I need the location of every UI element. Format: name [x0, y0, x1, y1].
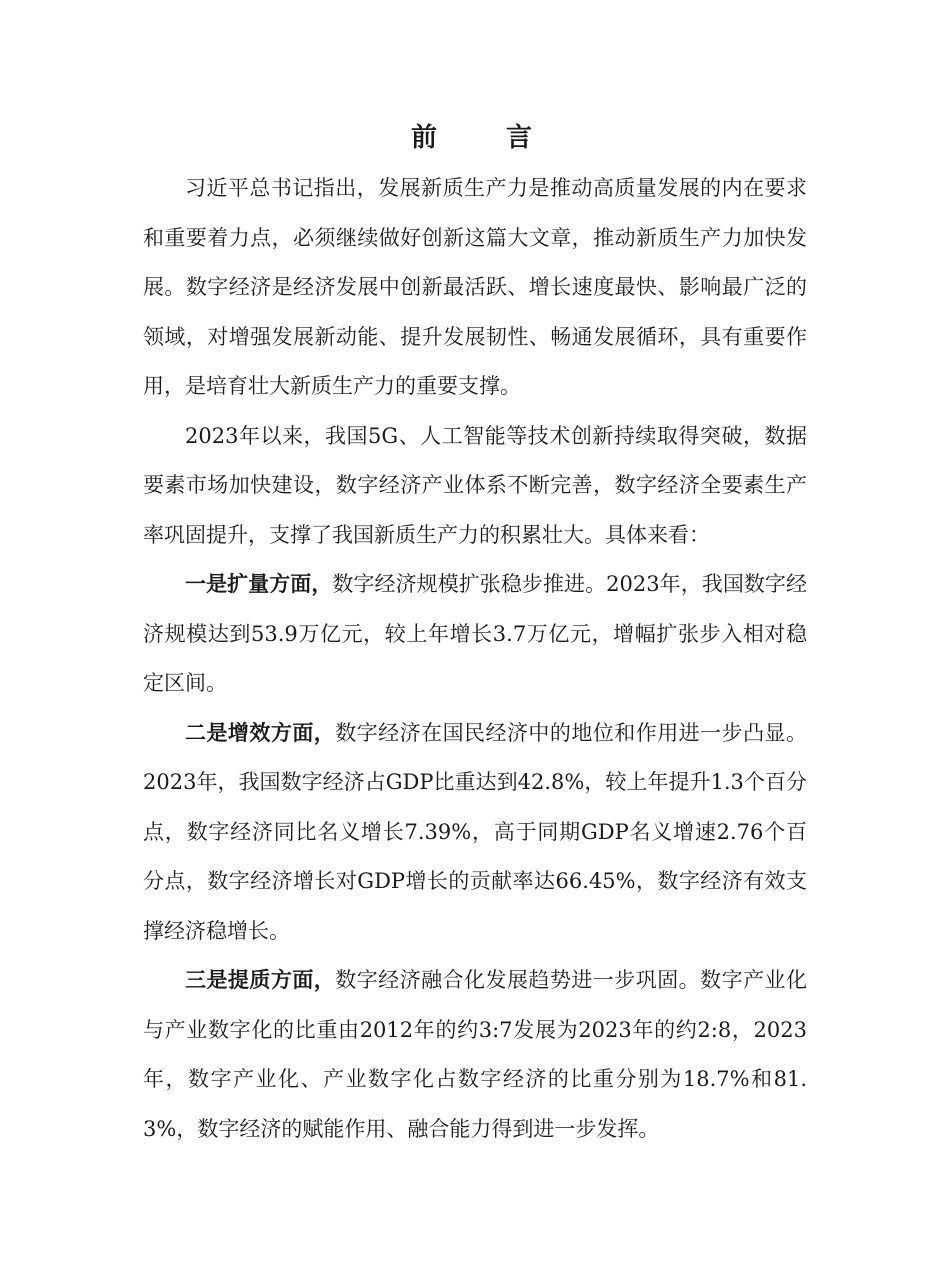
paragraph-overview — [143, 412, 807, 561]
paragraph-lead: 一是扩量方面， — [185, 572, 333, 596]
paragraph-efficiency — [143, 709, 807, 957]
paragraph-lead: 二是增效方面， — [185, 720, 336, 745]
paragraph-text: 习近平总书记指出，发展新质生产力是推动高质量发展的内在要求和重要着力点，必须继续做好创新这篇大文章，推动新质生产力加快发展。数字经济是经济发展中创新最活跃、增长速度最快、影响最广泛的领域，对增强发展新动能、提升发展韧性、畅通发展循环，具有重要作用，是培育壮大新质生产力的重要支撑。 — [143, 176, 807, 398]
page-title: 前 言 — [410, 123, 563, 153]
paragraph-lead: 三是提质方面， — [185, 968, 336, 992]
paragraph-text: 数字经济融合化发展趋势进一步巩固。数字产业化与产业数字化的比重由2012年的约3:7发展为2023年的约2:8，2023年，数字产业化、产业数字化占数字经济的比重分别为18.7%和81.3%，数字经济的赋能作用、融合能力得到进一步发挥。 — [143, 968, 807, 1141]
document-body — [143, 164, 807, 1154]
paragraph-text: 2023年以来，我国5G、人工智能等技术创新持续取得突破，数据要素市场加快建设，数字经济产业体系不断完善，数字经济全要素生产率巩固提升，支撑了我国新质生产力的积累壮大。具体来看： — [143, 423, 807, 547]
paragraph-text: 数字经济在国民经济中的地位和作用进一步凸显。2023年，我国数字经济占GDP比重达到42.8%，较上年提升1.3个百分点，数字经济同比名义增长7.39%，高于同期GDP名义增速2.76个百分点，数字经济增长对GDP增长的贡献率达66.45%，数字经济有效支撑经济稳增长。 — [143, 720, 807, 943]
paragraph-intro — [143, 164, 807, 412]
paragraph-text: 数字经济规模扩张稳步推进。2023年，我国数字经济规模达到53.9万亿元，较上年增长3.7万亿元，增幅扩张步入相对稳定区间。 — [143, 572, 807, 695]
paragraph-scale — [143, 560, 807, 709]
paragraph-quality — [143, 956, 807, 1154]
